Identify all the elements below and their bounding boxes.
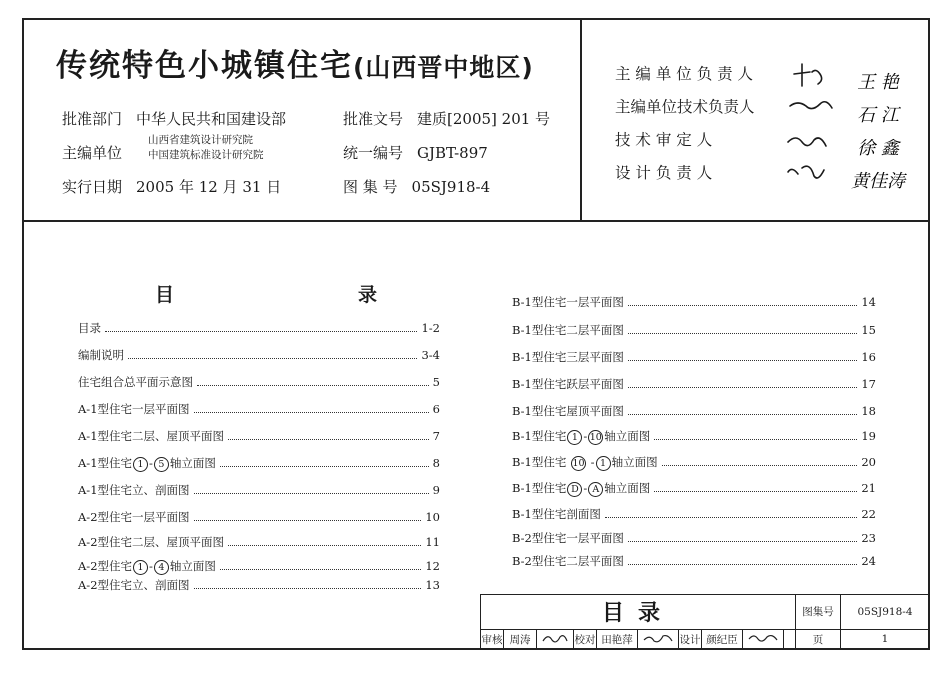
impl-date: 实行日期 2005 年 12 月 31 日	[62, 178, 282, 196]
title-block-atlas-value: 05SJ918-4	[841, 595, 930, 630]
toc-item[interactable]: 住宅组合总平面示意图 5	[78, 375, 440, 389]
design-label: 设计	[679, 629, 702, 649]
design-signature	[743, 629, 784, 649]
toc-item[interactable]: B-1型住宅 D - A 轴立面图 21	[512, 481, 876, 495]
sig-name-1: 王 艳	[857, 72, 899, 93]
title-block-title-cell	[481, 595, 796, 630]
axis-marker: 1	[133, 560, 148, 575]
toc-item[interactable]: A-1型住宅一层平面图 6	[78, 402, 440, 416]
toc-item[interactable]: B-2型住宅二层平面图 24	[512, 554, 876, 568]
check-name: 田艳萍	[597, 629, 638, 649]
review-name: 周涛	[504, 629, 537, 649]
toc-item[interactable]: B-1型住宅剖面图 22	[512, 507, 876, 521]
editor-unit-org-2: 中国建筑标准设计研究院	[148, 149, 264, 161]
header-divider-rule	[580, 18, 582, 221]
toc-item[interactable]: 编制说明 3-4	[78, 348, 440, 362]
toc-item[interactable]: B-1型住宅二层平面图 15	[512, 323, 876, 337]
sig-row-chief-unit: 主 编 单 位 负 责 人	[615, 65, 754, 83]
axis-marker: D	[567, 482, 582, 497]
page-label-spacer	[784, 629, 796, 649]
toc-item[interactable]: A-2型住宅一层平面图 10	[78, 510, 440, 524]
review-label: 审核	[481, 629, 504, 649]
review-signature	[537, 629, 574, 649]
atlas-title-region: (山西晋中地区)	[353, 53, 534, 82]
sig-row-tech-review: 技 术 审 定 人	[615, 131, 713, 149]
atlas-no: 图 集 号 05SJ918-4	[343, 178, 491, 196]
design-signature-icon	[746, 631, 780, 645]
atlas-title-main: 传统特色小城镇住宅	[56, 48, 353, 84]
axis-marker: 4	[154, 560, 169, 575]
axis-marker: 5	[154, 457, 169, 472]
sig-name-3: 徐 鑫	[857, 138, 899, 159]
check-signature-icon	[641, 631, 675, 645]
design-name: 颜纪臣	[702, 629, 743, 649]
axis-marker: A	[588, 482, 603, 497]
toc-item[interactable]: B-1型住宅 1 - 10 轴立面图 19	[512, 429, 876, 443]
title-block	[480, 594, 930, 650]
axis-marker: 1	[133, 457, 148, 472]
approval-dept: 批准部门 中华人民共和国建设部	[62, 110, 287, 128]
title-block-title: 目录	[601, 601, 674, 627]
sig-row-tech-chief: 主编单位技术负责人	[615, 98, 755, 116]
handwritten-signatures	[780, 50, 930, 200]
toc-item[interactable]: A-1型住宅二层、屋顶平面图 7	[78, 429, 440, 443]
check-label: 校对	[574, 629, 597, 649]
editor-unit-orgs	[148, 133, 264, 163]
toc-item[interactable]: A-2型住宅 1 - 4 轴立面图 12	[78, 559, 440, 573]
page-value: 1	[841, 629, 930, 649]
toc-item[interactable]: B-1型住宅跃层平面图 17	[512, 377, 876, 391]
axis-marker: 10	[589, 431, 602, 443]
toc-item[interactable]: B-1型住宅三层平面图 16	[512, 350, 876, 364]
toc-item[interactable]: B-2型住宅一层平面图 23	[512, 531, 876, 545]
toc-item[interactable]: A-2型住宅二层、屋顶平面图 11	[78, 535, 440, 549]
sig-name-2: 石 江	[857, 105, 899, 126]
toc-item[interactable]: A-2型住宅立、剖面图 13	[78, 578, 440, 592]
toc-item[interactable]: A-1型住宅立、剖面图 9	[78, 483, 440, 497]
sig-name-4: 黄佳涛	[851, 171, 905, 192]
title-block-atlas-label: 图集号	[796, 595, 841, 630]
toc-item[interactable]: B-1型住宅 10 - 1 轴立面图 20	[512, 455, 876, 469]
unified-no: 统一编号 GJBT-897	[343, 144, 488, 162]
toc-item[interactable]: A-1型住宅 1 - 5 轴立面图 8	[78, 456, 440, 470]
approval-doc: 批准文号 建质[2005] 201 号	[343, 110, 551, 128]
sig-row-design-lead: 设 计 负 责 人	[615, 164, 713, 182]
axis-marker: 1	[567, 430, 582, 445]
check-signature	[638, 629, 679, 649]
toc-heading-mu: 目	[155, 284, 175, 306]
page-label: 页	[796, 629, 841, 649]
toc-item[interactable]: B-1型住宅屋顶平面图 18	[512, 404, 876, 418]
axis-marker: 10	[572, 457, 585, 469]
editor-unit-org-1: 山西省建筑设计研究院	[148, 134, 253, 146]
toc-item[interactable]: 目录 1-2	[78, 321, 440, 335]
header-bottom-rule	[22, 220, 930, 222]
editor-unit-label: 主编单位	[62, 144, 123, 162]
toc-item[interactable]: B-1型住宅一层平面图 14	[512, 295, 876, 309]
atlas-title	[56, 40, 534, 85]
toc-heading-lu: 录	[358, 284, 378, 306]
axis-marker: 1	[596, 456, 611, 471]
review-signature-icon	[540, 631, 570, 645]
